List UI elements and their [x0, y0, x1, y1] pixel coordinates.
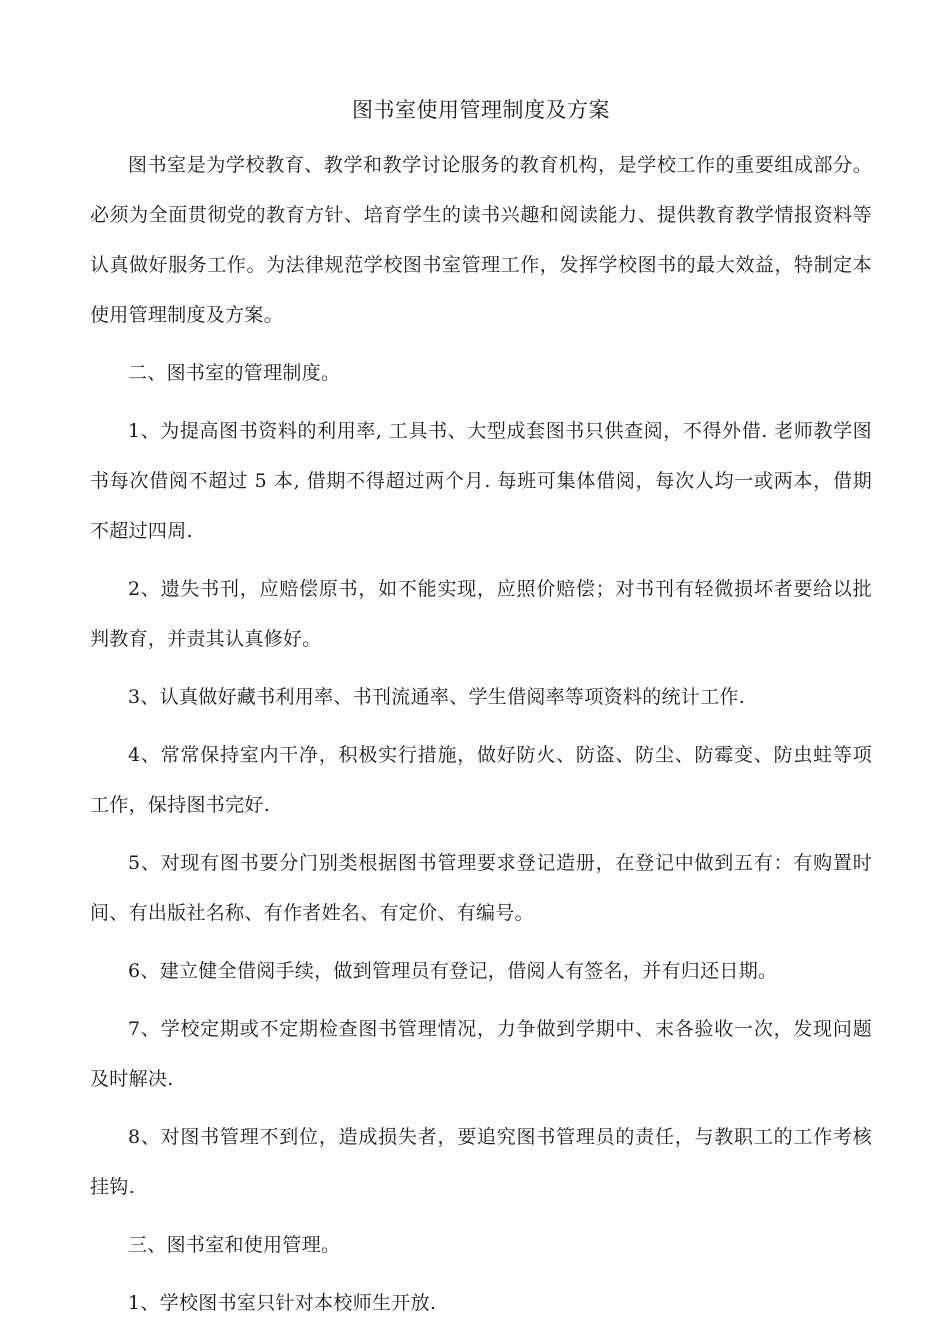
rule-item-2: 2、遗失书刊，应赔偿原书，如不能实现，应照价赔偿；对书刊有轻微损坏者要给以批判教育，并责其认真修好。 [90, 578, 872, 650]
rule-item-8: 8、对图书管理不到位，造成损失者，要追究图书管理员的责任，与教职工的工作考核挂钩. [90, 1126, 872, 1198]
rule-item-6: 6、建立健全借阅手续，做到管理员有登记，借阅人有签名，并有归还日期。 [128, 960, 778, 982]
intro-paragraph: 图书室是为学校教育、教学和教学讨论服务的教育机构，是学校工作的重要组成部分。必须为全面贯彻党的教育方针、培育学生的读书兴趣和阅读能力、提供教育教学情报资料等认真做好服务工作。为法律规范学校图书室管理工作，发挥学校图书的最大效益，特制定本使用管理制度及方案。 [90, 154, 872, 326]
rule-item-5: 5、对现有图书要分门别类根据图书管理要求登记造册，在登记中做到五有：有购置时间、有出版社名称、有作者姓名、有定价、有编号。 [90, 852, 872, 924]
document-title: 图书室使用管理制度及方案 [352, 98, 610, 122]
rule-item-1: 1、为提高图书资料的利用率, 工具书、大型成套图书只供查阅，不得外借. 老师教学图书每次借阅不超过 5 本, 借期不得超过两个月. 每班可集体借阅，每次人均一或两本，借期不超过四周. [90, 420, 872, 542]
rule-item-3: 3、认真做好藏书利用率、书刊流通率、学生借阅率等项资料的统计工作. [128, 686, 746, 708]
section-heading-usage-management: 三、图书室和使用管理。 [128, 1234, 341, 1256]
rule-item-4: 4、常常保持室内干净，积极实行措施，做好防火、防盗、防尘、防霉变、防虫蛀等项工作，保持图书完好. [90, 744, 872, 816]
usage-item-1: 1、学校图书室只针对本校师生开放. [128, 1292, 437, 1314]
rule-item-7: 7、学校定期或不定期检查图书管理情况，力争做到学期中、末各验收一次，发现问题及时解决. [90, 1018, 872, 1090]
section-heading-management-rules: 二、图书室的管理制度。 [128, 362, 341, 384]
